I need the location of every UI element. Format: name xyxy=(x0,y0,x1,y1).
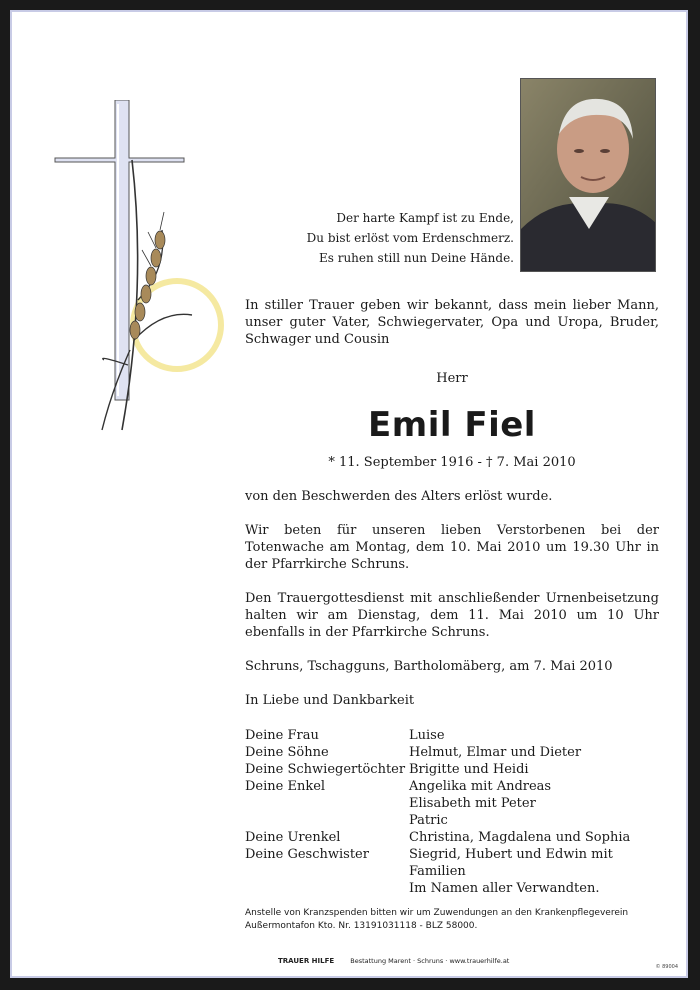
family-row xyxy=(245,829,659,846)
family-role: Deine Enkel xyxy=(245,779,326,794)
wake-paragraph: Wir beten für unseren lieben Verstorbenen bei der Totenwache am Montag, dem 10. Mai 2010 um 19.30 Uhr in der Pfarrkirche Schruns. xyxy=(245,523,659,572)
family-names: Angelika mit Andreas xyxy=(409,779,552,794)
family-names: Luise xyxy=(409,728,445,743)
life-dates: * 11. September 1916 - † 7. Mai 2010 xyxy=(328,455,576,470)
family-role: Deine Söhne xyxy=(245,745,329,760)
deceased-name: Emil Fiel xyxy=(368,405,536,445)
family-row xyxy=(245,795,659,812)
family-role xyxy=(245,795,409,812)
family-names: Brigitte und Heidi xyxy=(409,762,529,777)
family-role: Deine Urenkel xyxy=(245,830,341,845)
family-row xyxy=(245,727,659,744)
family-names: Siegrid, Hubert und Edwin mit Familien xyxy=(409,847,613,879)
family-row xyxy=(245,880,659,897)
imprint xyxy=(278,957,509,965)
family-row xyxy=(245,744,659,761)
family-names: Christina, Magdalena und Sophia xyxy=(409,830,631,845)
family-names: Patric xyxy=(409,813,448,828)
imprint-brand: TRAUER HILFE xyxy=(278,957,335,965)
family-role: Deine Frau xyxy=(245,728,319,743)
family-row xyxy=(245,812,659,829)
family-role xyxy=(245,812,409,829)
verse xyxy=(252,208,514,268)
portrait-photo xyxy=(520,78,656,272)
family-row xyxy=(245,778,659,795)
family-names: Helmut, Elmar und Dieter xyxy=(409,745,582,760)
verse-line: Du bist erlöst vom Erdenschmerz. xyxy=(306,231,514,245)
imprint-text: Bestattung Marent · Schruns · www.trauerhilfe.at xyxy=(350,957,510,965)
cause-text: von den Beschwerden des Alters erlöst wurde. xyxy=(245,489,553,504)
intro-paragraph: In stiller Trauer geben wir bekannt, dass mein lieber Mann, unser guter Vater, Schwiegervater, Opa und Uropa, Bruder, Schwager und Cousin xyxy=(245,298,659,347)
family-row xyxy=(245,761,659,778)
closing-text: In Liebe und Dankbarkeit xyxy=(245,693,415,708)
family-row xyxy=(245,846,659,880)
salutation: Herr xyxy=(436,371,468,386)
cross-with-wheat-icon xyxy=(52,100,232,450)
family-names: Elisabeth mit Peter xyxy=(409,796,536,811)
family-list xyxy=(245,727,659,897)
family-role: Deine Schwiegertöchter xyxy=(245,762,406,777)
print-code: © 89004 xyxy=(655,964,678,970)
verse-line: Der harte Kampf ist zu Ende, xyxy=(336,211,514,225)
family-role xyxy=(245,880,409,897)
family-names: Im Namen aller Verwandten. xyxy=(409,881,600,896)
donation-note: Anstelle von Kranzspenden bitten wir um Zuwendungen an den Krankenpflegeverein Außermontafon Kto. Nr. 13191031118 - BLZ 58000. xyxy=(245,908,629,931)
obituary-page xyxy=(10,10,688,978)
family-role: Deine Geschwister xyxy=(245,847,369,862)
verse-line: Es ruhen still nun Deine Hände. xyxy=(318,251,514,265)
funeral-paragraph: Den Trauergottesdienst mit anschließender Urnenbeisetzung halten wir am Dienstag, dem 11. Mai 2010 um 10 Uhr ebenfalls in der Pfarrkirche Schruns. xyxy=(245,591,659,640)
place-date: Schruns, Tschagguns, Bartholomäberg, am 7. Mai 2010 xyxy=(245,659,613,674)
